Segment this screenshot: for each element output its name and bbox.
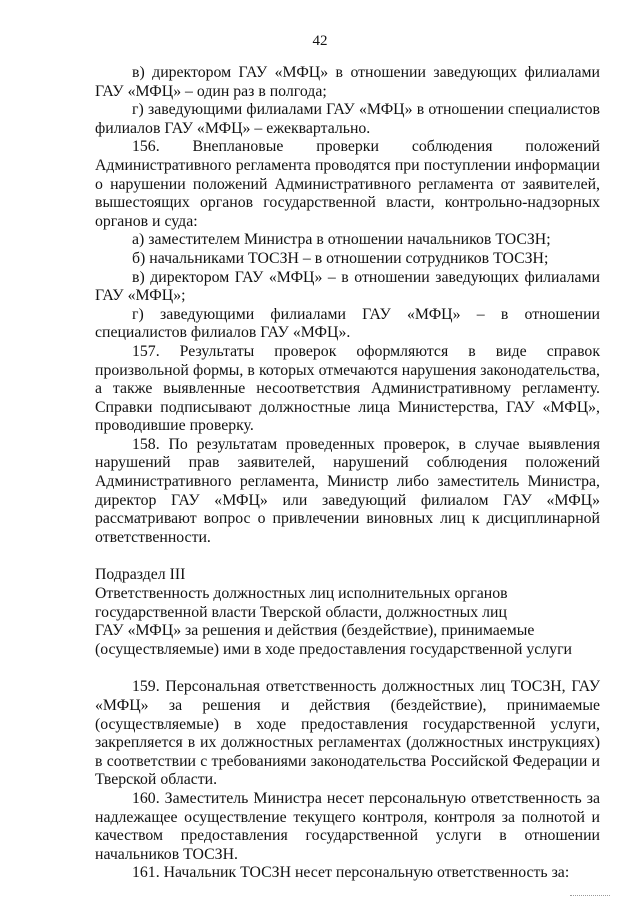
- paragraph-157: 157. Результаты проверок оформляются в виде справок произвольной формы, в которых отмечаются нарушения законодательства, а также выявленные несоответствия Административному регламенту. Справки подписывают должностные лица Министерства, ГАУ «МФЦ», проводившие проверку.: [95, 342, 600, 435]
- subsection-title-line-1: Ответственность должностных лиц исполнительных органов: [95, 585, 508, 603]
- paragraph-g-quarterly: г) заведующими филиалами ГАУ «МФЦ» в отношении специалистов филиалов ГАУ «МФЦ» – ежеквартально.: [95, 101, 600, 137]
- paragraph-161: 161. Начальник ТОСЗН несет персональную ответственность за:: [132, 864, 570, 882]
- page-number: 42: [312, 33, 328, 49]
- scan-artifact-mark: [570, 895, 610, 899]
- paragraph-160: 160. Заместитель Министра несет персональную ответственность за надлежащее осуществление текущего контроля, контроля за полнотой и качеством предоставления государственной услуги в отношении начальников ТОСЗН.: [95, 789, 600, 863]
- subsection-heading: [95, 566, 600, 659]
- paragraph-b-unplanned: б) начальниками ТОСЗН – в отношении сотрудников ТОСЗН;: [132, 249, 549, 267]
- paragraph-g-unplanned: г) заведующими филиалами ГАУ «МФЦ» – в отношении специалистов филиалов ГАУ «МФЦ».: [95, 305, 600, 342]
- paragraph-v-unplanned: в) директором ГАУ «МФЦ» – в отношении заведующих филиалами ГАУ «МФЦ»;: [95, 268, 600, 305]
- subsection-title-line-4: (осуществляемые) ими в ходе предоставления государственной услуги: [95, 640, 573, 658]
- paragraph-156: 156. Внеплановые проверки соблюдения положений Административного регламента проводятся при поступлении информации о нарушении положений Административного регламента от заявителей, вышестоящих органов государственной власти, контрольно-надзорных органов и суда:: [95, 138, 600, 230]
- paragraph-158: 158. По результатам проведенных проверок, в случае выявления нарушений прав заявителей, нарушений соблюдения положений Административного регламента, Министр либо заместитель Министра, директор ГАУ «МФЦ» или заведующий филиалом ГАУ «МФЦ» рассматривают вопрос о привлечении виновных лиц к дисциплинарной ответственности.: [95, 435, 600, 546]
- paragraph-v-annual: в) директором ГАУ «МФЦ» в отношении заведующих филиалами ГАУ «МФЦ» – один раз в полгода;: [95, 64, 600, 100]
- subsection-title-line-2: государственной власти Тверской области, должностных лиц: [95, 603, 507, 621]
- document-body: [95, 64, 600, 883]
- paragraph-a-unplanned: а) заместителем Министра в отношении начальников ТОСЗН;: [132, 231, 551, 249]
- paragraph-159: 159. Персональная ответственность должностных лиц ТОСЗН, ГАУ «МФЦ» за решения и действия (бездействие), принимаемые (осуществляемые) в ходе предоставления государственной услуги, закрепляется в их должностных регламентах (должностных инструкциях) в соответствии с требованиями законодательства Российской Федерации и Тверской области.: [95, 678, 600, 789]
- subsection-title-line-3: ГАУ «МФЦ» за решения и действия (бездействие), принимаемые: [95, 622, 535, 640]
- subsection-label: Подраздел III: [95, 566, 186, 584]
